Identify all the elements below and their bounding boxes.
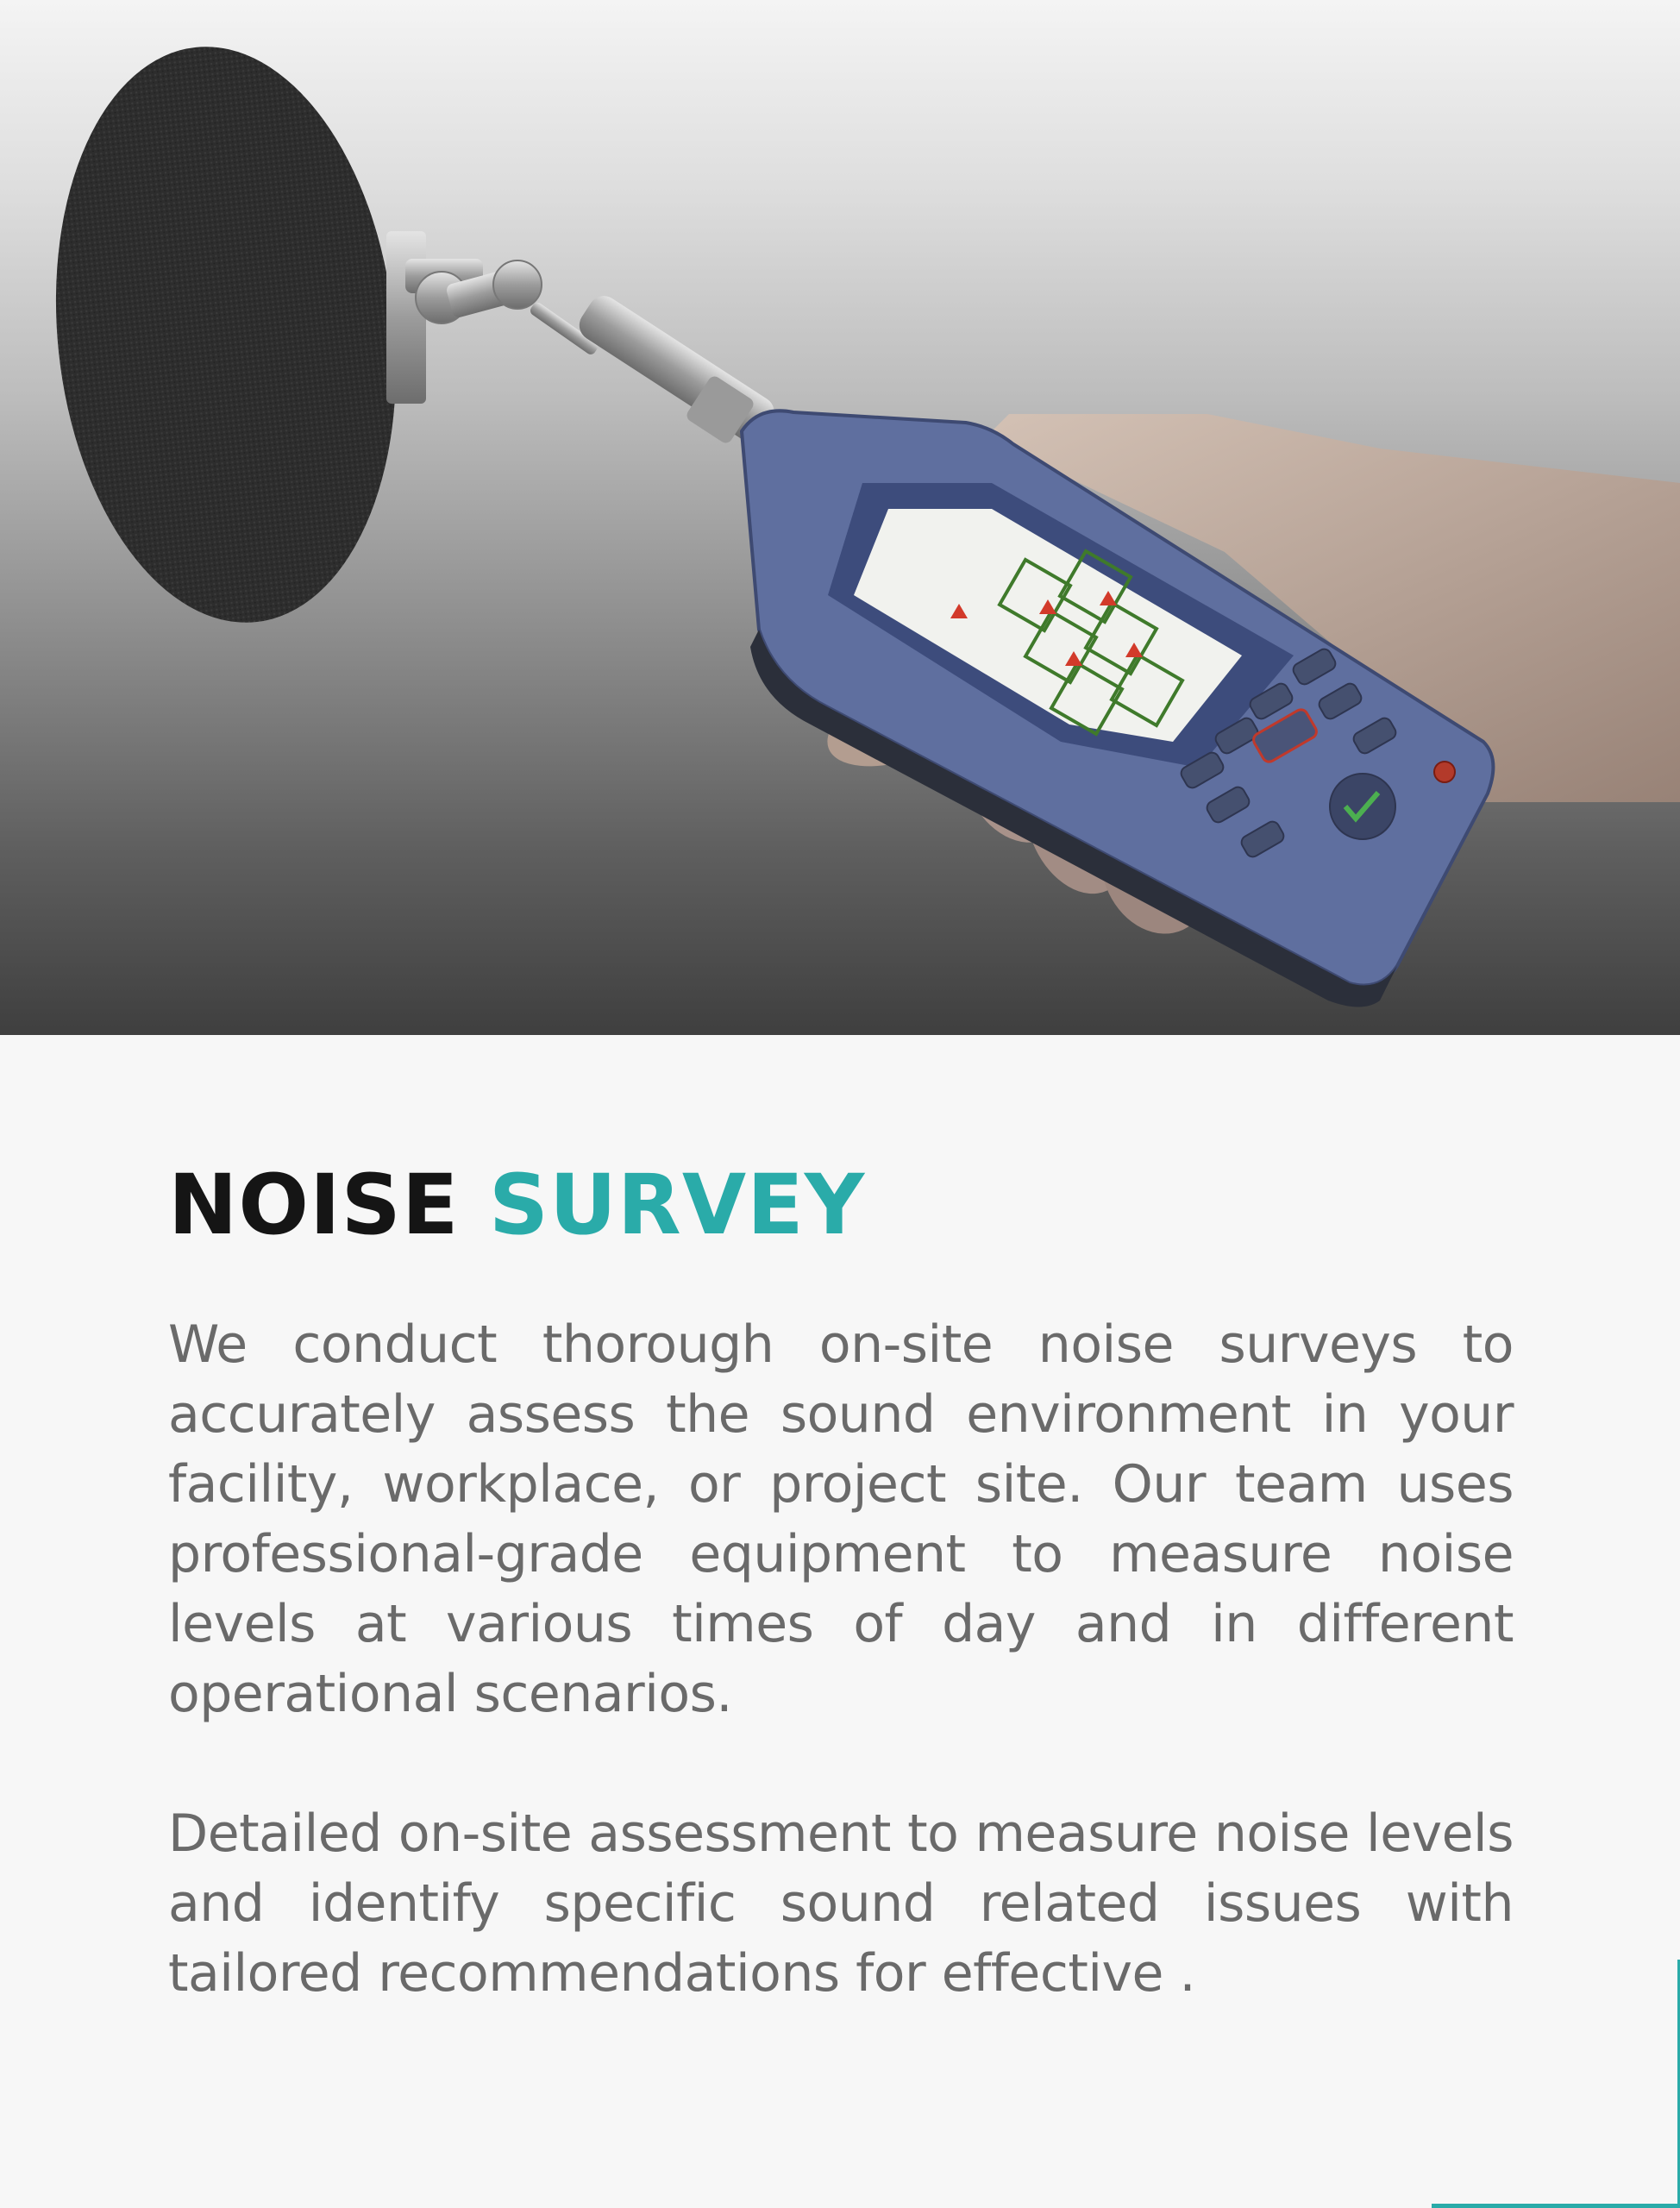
title-word-survey: SURVEY: [488, 1157, 866, 1253]
content-section: [168, 1157, 1514, 2009]
microphone-bracket: [386, 231, 780, 448]
sound-level-meter-illustration: [0, 0, 1680, 1035]
intro-paragraph: We conduct thorough on-site noise surveys to accurately assess the sound environment in your facility, workplace, or project site. Our team uses professional-grade equipment to measure noise levels at various times of day and in different operational scenarios.: [168, 1314, 1514, 1724]
hero-image: [0, 0, 1680, 1035]
summary-paragraph: Detailed on-site assessment to measure noise levels and identify specific sound related issues with tailored recommendations for effective .: [168, 1803, 1514, 2004]
microphone-windscreen: [28, 29, 423, 639]
page-title: [168, 1157, 1514, 1253]
title-word-noise: NOISE: [168, 1157, 460, 1253]
corner-accent-frame: [1432, 1960, 1680, 2208]
